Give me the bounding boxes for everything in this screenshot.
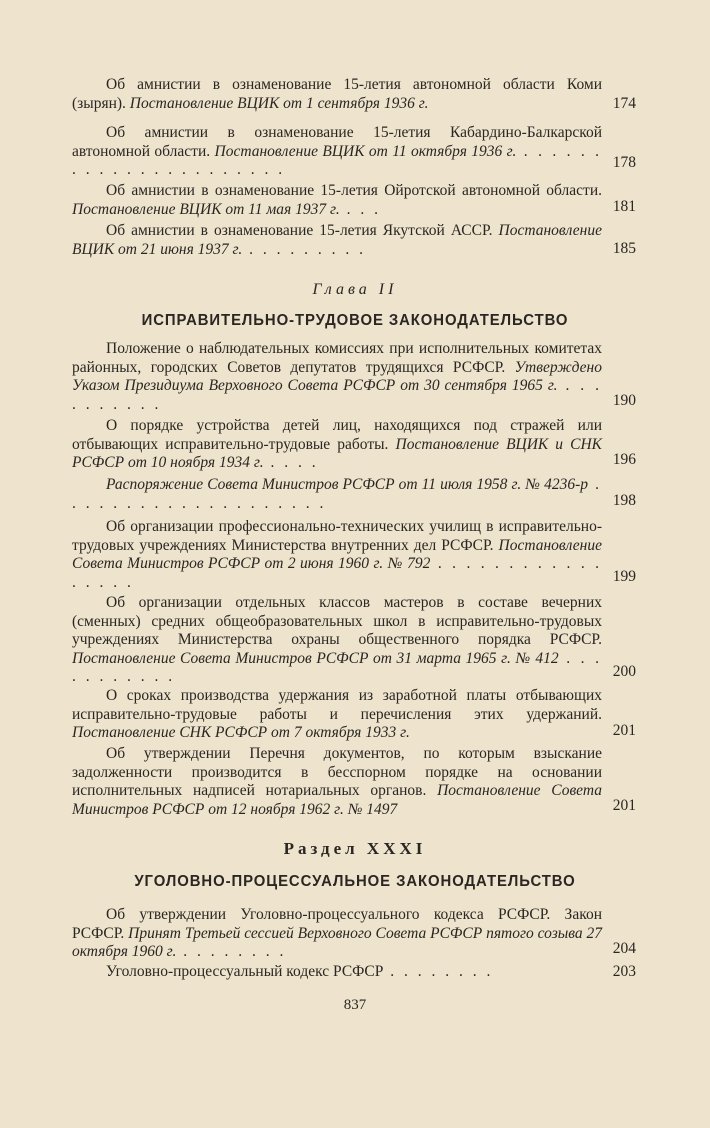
leader-dots: . . . . . . . . . . . . . . . . . bbox=[72, 555, 603, 591]
page-number: 201 bbox=[612, 797, 636, 814]
chapter-label: Глава II bbox=[312, 281, 398, 298]
entry-title: Об утверждении Перечня документов, по которым взыскание задолженности производится в бесспорном порядке на основании исполнительных надписей нотариальных органов. bbox=[72, 745, 602, 799]
toc-entry bbox=[72, 687, 602, 743]
entry-source: Распоряжение Совета Министров РСФСР от 11 июля 1958 г. № 4236-р bbox=[106, 476, 589, 493]
leader-dots: . . . . . . . . . . . . . . . . . . . . . . bbox=[72, 142, 602, 178]
page-number: 196 bbox=[612, 451, 636, 468]
chapter-title: ИСПРАВИТЕЛЬНО-ТРУДОВОЕ ЗАКОНОДАТЕЛЬСТВО bbox=[141, 312, 569, 329]
entry-source: Постановление Совета Министров РСФСР от 2 июня 1960 г. № 792 bbox=[72, 536, 602, 572]
entry-title: Об утверждении Уголовно-процессуального кодекса РСФСР. Закон РСФСР. bbox=[72, 906, 602, 942]
entry-title: О сроках производства удержания из заработной платы отбывающих исправительно-трудовые работы и перечисления этих удержаний. bbox=[72, 687, 602, 723]
entry-source: Принят Третьей сессией Верховного Совета РСФСР пятого созыва 27 октября 1960 г. bbox=[72, 924, 602, 960]
page-number: 204 bbox=[612, 940, 636, 957]
page-number: 201 bbox=[612, 722, 636, 739]
leader-dots: . . . . . . . . bbox=[176, 943, 287, 960]
entry-source: Постановление ВЦИК от 21 июня 1937 г. bbox=[72, 222, 602, 258]
leader-dots: . . . . . . . . bbox=[383, 963, 494, 980]
folio-page-number: 837 bbox=[343, 997, 367, 1013]
entry-title: Об амнистии в ознаменование 15-летия Ойротской автономной области. bbox=[106, 182, 602, 199]
toc-entry bbox=[72, 745, 602, 819]
entry-title: Об организации отдельных классов мастеров в составе вечерних (сменных) средних общеобразовательных школ в исправительно-трудовых учреждениях Министерства охраны общественного порядка РСФСР. bbox=[72, 594, 602, 648]
entry-source: Постановление СНК РСФСР от 7 октября 1933 г. bbox=[72, 724, 410, 741]
leader-dots: . . . . . . . . . . . bbox=[72, 649, 602, 685]
leader-dots: . . . . . . . . . . bbox=[72, 377, 603, 413]
toc-entry bbox=[72, 222, 602, 259]
leader-dots: . . . . . . . . . . . . . . . . . . . . bbox=[72, 476, 602, 512]
entry-source: Постановление ВЦИК и СНК РСФСР от 10 ноября 1934 г. bbox=[72, 435, 602, 471]
entry-title: Об организации профессионально-технических училищ в исправительно-трудовых учреждениях Министерства внутренних дел РСФСР. bbox=[72, 518, 602, 554]
toc-entry bbox=[72, 417, 602, 473]
toc-entry bbox=[72, 182, 602, 219]
page-number: 178 bbox=[612, 154, 636, 171]
entry-title: Об амнистии в ознаменование 15-летия Кабардино-Балкарской автономной области. bbox=[72, 124, 602, 160]
entry-source: Постановление ВЦИК от 11 октября 1936 г. bbox=[214, 142, 517, 160]
page-number: 181 bbox=[612, 198, 636, 215]
toc-entry bbox=[72, 963, 602, 982]
entry-title: Положение о наблюдательных комиссиях при исполнительных комитетах районных, городских Советов депутатов трудящихся РСФСР. bbox=[72, 340, 602, 376]
section-label: Раздел XXXI bbox=[283, 839, 427, 858]
toc-entry bbox=[72, 518, 602, 592]
entry-source: Постановление Совета Министров РСФСР от 12 ноября 1962 г. № 1497 bbox=[72, 782, 602, 818]
entry-title: Уголовно-процессуальный кодекс РСФСР bbox=[106, 963, 384, 980]
page-number: 200 bbox=[612, 663, 636, 680]
entry-source: Постановление ВЦИК от 1 сентября 1936 г. bbox=[129, 94, 429, 112]
leader-dots: . . . . . . . . . bbox=[242, 240, 367, 258]
page-number: 190 bbox=[612, 392, 636, 409]
page-number: 185 bbox=[612, 240, 636, 257]
page-number: 203 bbox=[612, 963, 636, 980]
entry-source: Утверждено Указом Президиума Верховного Совета РСФСР от 30 сентября 1965 г. bbox=[72, 358, 602, 394]
page-number: 199 bbox=[612, 568, 636, 585]
section-title: УГОЛОВНО-ПРОЦЕССУАЛЬНОЕ ЗАКОНОДАТЕЛЬСТВО bbox=[134, 873, 576, 890]
entry-title: О порядке устройства детей лиц, находящихся под стражей или отбывающих исправительно-трудовые работы. bbox=[72, 417, 602, 453]
toc-entry bbox=[72, 340, 602, 414]
entry-title: Об амнистии в ознаменование 15-летия Якутской АССР. bbox=[106, 222, 499, 239]
toc-entry bbox=[72, 124, 602, 180]
toc-entry bbox=[72, 594, 602, 687]
entry-source: Постановление ВЦИК от 11 мая 1937 г. bbox=[72, 200, 340, 218]
entry-source: Постановление Совета Министров РСФСР от 31 марта 1965 г. № 412 bbox=[72, 649, 559, 667]
page-number: 174 bbox=[612, 95, 636, 112]
leader-dots: . . . bbox=[339, 200, 381, 218]
toc-entry bbox=[72, 476, 602, 513]
toc-entry bbox=[72, 76, 602, 113]
page-number: 198 bbox=[612, 492, 636, 509]
toc-entry bbox=[72, 906, 602, 962]
entry-title: Об амнистии в ознаменование 15-летия автономной области Коми (зырян). bbox=[72, 76, 602, 112]
leader-dots: . . . . bbox=[263, 454, 319, 471]
